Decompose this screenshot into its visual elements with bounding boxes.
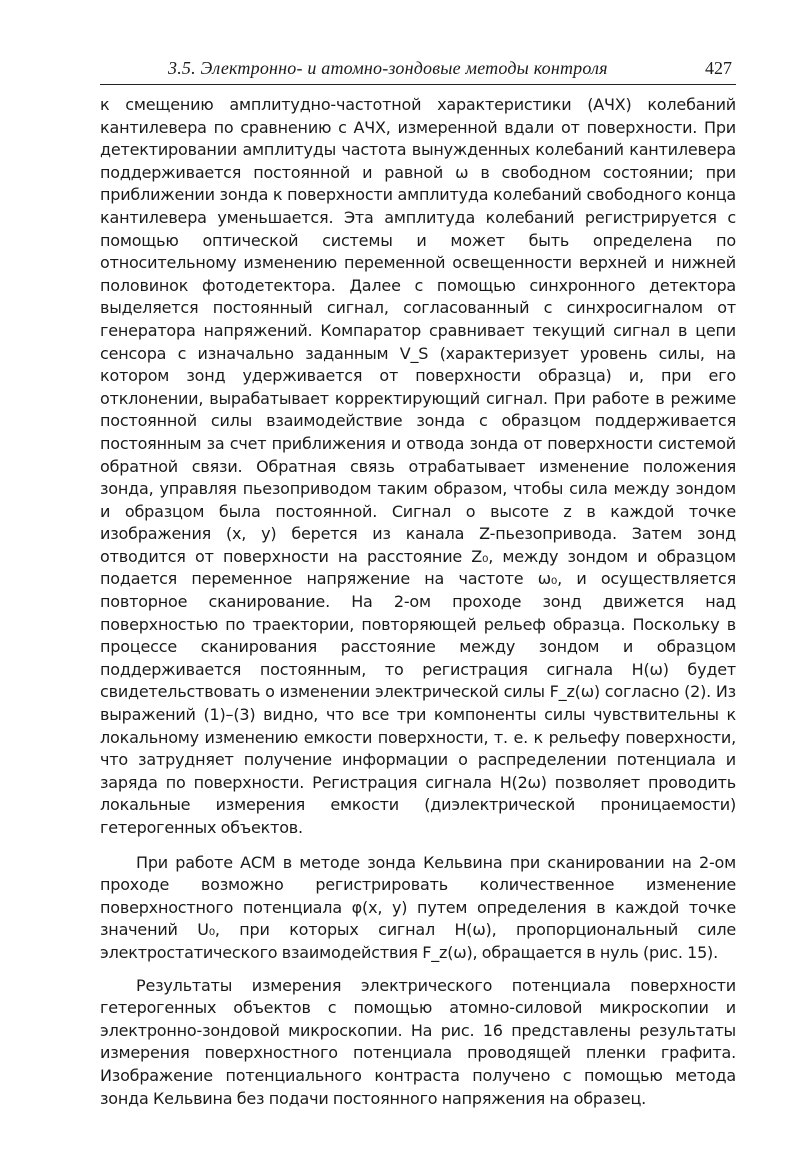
page-number: 427 xyxy=(705,58,732,78)
body-text xyxy=(100,94,736,1110)
paragraph-3: Результаты измерения электрического потенциала поверхности гетерогенных объектов с помощью атомно-силовой микроскопии и электронно-зондовой микроскопии. На рис. 16 представлены результаты измерения поверхностного потенциала проводящей пленки графита. Изображение потенциального контраста получено с помощью метода зонда Кельвина без подачи постоянного напряжения на образец. xyxy=(100,975,736,1108)
header-rule xyxy=(100,84,736,85)
paragraph-1: к смещению амплитудно-частотной характеристики (АЧХ) колебаний кантилевера по сравнению с АЧХ, измеренной вдали от поверхности. При детектировании амплитуды частота вынужденных колебаний кантилевера поддерживается постоянной и равной ω в свободном состоянии; при приближении зонда к поверхности амплитуда колебаний свободного конца кантилевера уменьшается. Эта амплитуда колебаний регистрируется с помощью оптической системы и может быть определена по относительному изменению переменной освещенности верхней и нижней половинок фотодетектора. Далее с помощью синхронного детектора выделяется постоянный сигнал, согласованный с синхросигналом от генератора напряжений. Компаратор сравнивает текущий сигнал в цепи сенсора с изначально заданным V_S (характеризует уровень силы, на котором зонд удерживается от поверхности образца) и, при его отклонении, вырабатывает корректирующий сигнал. При работе в режиме постоянной силы взаимодействие зонда с образцом поддерживается постоянным за счет приближения и отвода зонда от поверхности системой обратной связи. Обратная связь отрабатывает изменение положения зонда, управляя пьезоприводом таким образом, чтобы сила между зондом и образцом была постоянной. Сигнал о высоте z в каждой точке изображения (x, y) берется из канала Z-пьезопривода. Затем зонд отводится от поверхности на расстояние Z₀, между зондом и образцом подается переменное напряжение на частоте ω₀, и осуществляется повторное сканирование. На 2-ом проходе зонд движется над поверхностью по траектории, повторяющей рельеф образца. Поскольку в процессе сканирования расстояние между зондом и образцом поддерживается постоянным, то регистрация сигнала H(ω) будет свидетельствовать о изменении электрической силы F_z(ω) согласно (2). Из выражений (1)–(3) видно, что все три компоненты силы чувствительны к локальному изменению емкости поверхности, т. е. к рельефу поверхности, что затрудняет получение информации о распределении потенциала и заряда по поверхности. Регистрация сигнала H(2ω) позволяет проводить локальные измерения емкости (диэлектрической проницаемости) гетерогенных объектов. xyxy=(100,95,736,837)
page-header xyxy=(100,58,736,86)
running-title: 3.5. Электронно- и атомно-зондовые методы контроля xyxy=(168,58,608,78)
paragraph-2: При работе АСМ в методе зонда Кельвина при сканировании на 2-ом проходе возможно регистрировать количественное изменение поверхностного потенциала φ(x, y) путем определения в каждой точке значений U₀, при которых сигнал H(ω), пропорциональный силе электростатического взаимодействия F_z(ω), обращается в нуль (рис. 15). xyxy=(100,852,736,962)
